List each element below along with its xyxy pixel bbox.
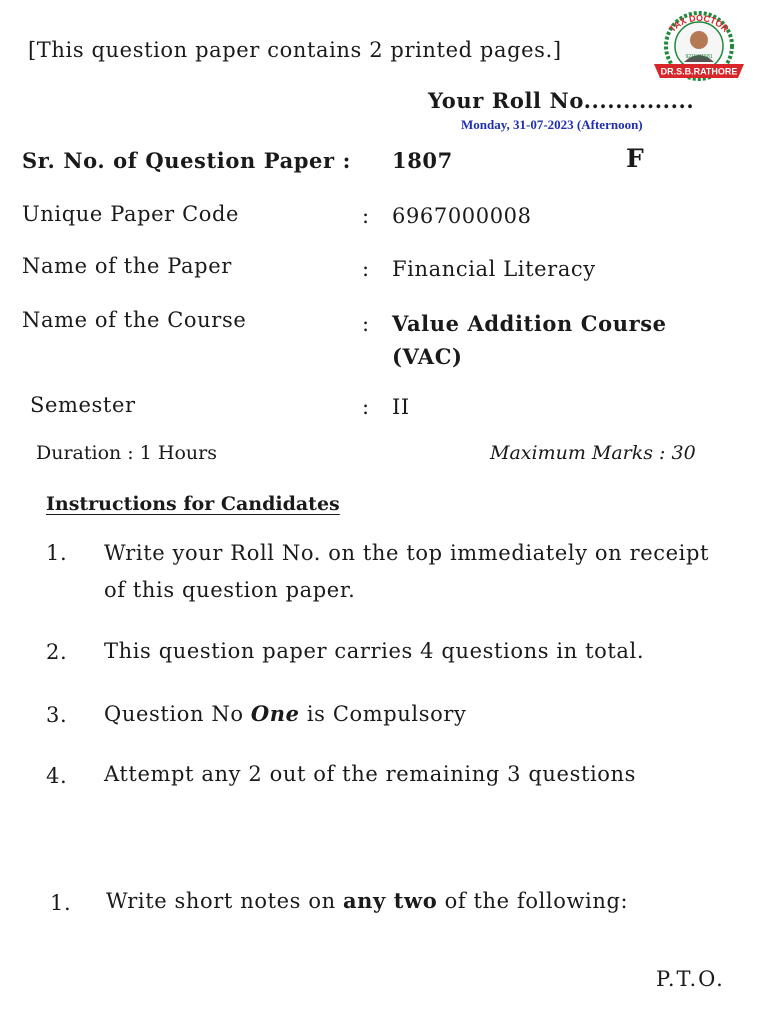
field-value-upc: 6967000008 bbox=[392, 204, 532, 228]
field-sep-paper: : bbox=[362, 257, 370, 281]
instruction-num: 2. bbox=[46, 640, 68, 664]
pages-note: [This question paper contains 2 printed pages.] bbox=[28, 38, 562, 62]
field-value-course-2: (VAC) bbox=[392, 344, 463, 369]
instruction-num: 1. bbox=[46, 541, 68, 565]
exam-date: Monday, 31-07-2023 (Afternoon) bbox=[461, 117, 643, 132]
logo-phone: 9211311581 bbox=[685, 54, 713, 60]
field-label-course: Name of the Course bbox=[22, 308, 247, 332]
tax-doctor-logo bbox=[640, 4, 758, 96]
field-label-semester: Semester bbox=[30, 393, 136, 417]
roll-no: Your Roll No.............. bbox=[428, 88, 695, 113]
field-sep-semester: : bbox=[362, 395, 370, 419]
field-value-course: Value Addition Course bbox=[392, 311, 667, 336]
sr-label: Sr. No. of Question Paper : bbox=[22, 148, 351, 173]
duration: Duration : 1 Hours bbox=[36, 442, 217, 464]
instruction-text: Attempt any 2 out of the remaining 3 questions bbox=[104, 762, 637, 786]
field-value-paper: Financial Literacy bbox=[392, 257, 596, 281]
field-label-upc: Unique Paper Code bbox=[22, 202, 240, 226]
paper-set: F bbox=[626, 144, 644, 173]
field-label-paper: Name of the Paper bbox=[22, 254, 232, 278]
pto: P.T.O. bbox=[656, 967, 725, 991]
question-text: Write short notes on any two of the following: bbox=[106, 888, 629, 913]
emphasis-one: One bbox=[250, 701, 300, 726]
logo-top-text: TAX DOCTOR bbox=[667, 12, 731, 35]
instruction-text: Question No One is Compulsory bbox=[104, 701, 467, 726]
instruction-text-cont: of this question paper. bbox=[104, 578, 356, 602]
instructions-heading: Instructions for Candidates bbox=[46, 493, 340, 515]
question-num: 1. bbox=[50, 891, 72, 915]
instruction-num: 3. bbox=[46, 703, 68, 727]
logo-bottom-text: DR.S.B.RATHORE bbox=[660, 66, 738, 77]
instruction-text: This question paper carries 4 questions in total. bbox=[104, 639, 645, 663]
field-sep-course: : bbox=[362, 312, 370, 336]
instruction-text: Write your Roll No. on the top immediately on receipt bbox=[104, 541, 710, 565]
field-sep-upc: : bbox=[362, 204, 370, 228]
emphasis-any-two: any two bbox=[342, 888, 438, 913]
instruction-num: 4. bbox=[46, 764, 68, 788]
sr-value: 1807 bbox=[392, 148, 453, 173]
max-marks: Maximum Marks : 30 bbox=[490, 442, 696, 464]
field-value-semester: II bbox=[392, 395, 410, 419]
